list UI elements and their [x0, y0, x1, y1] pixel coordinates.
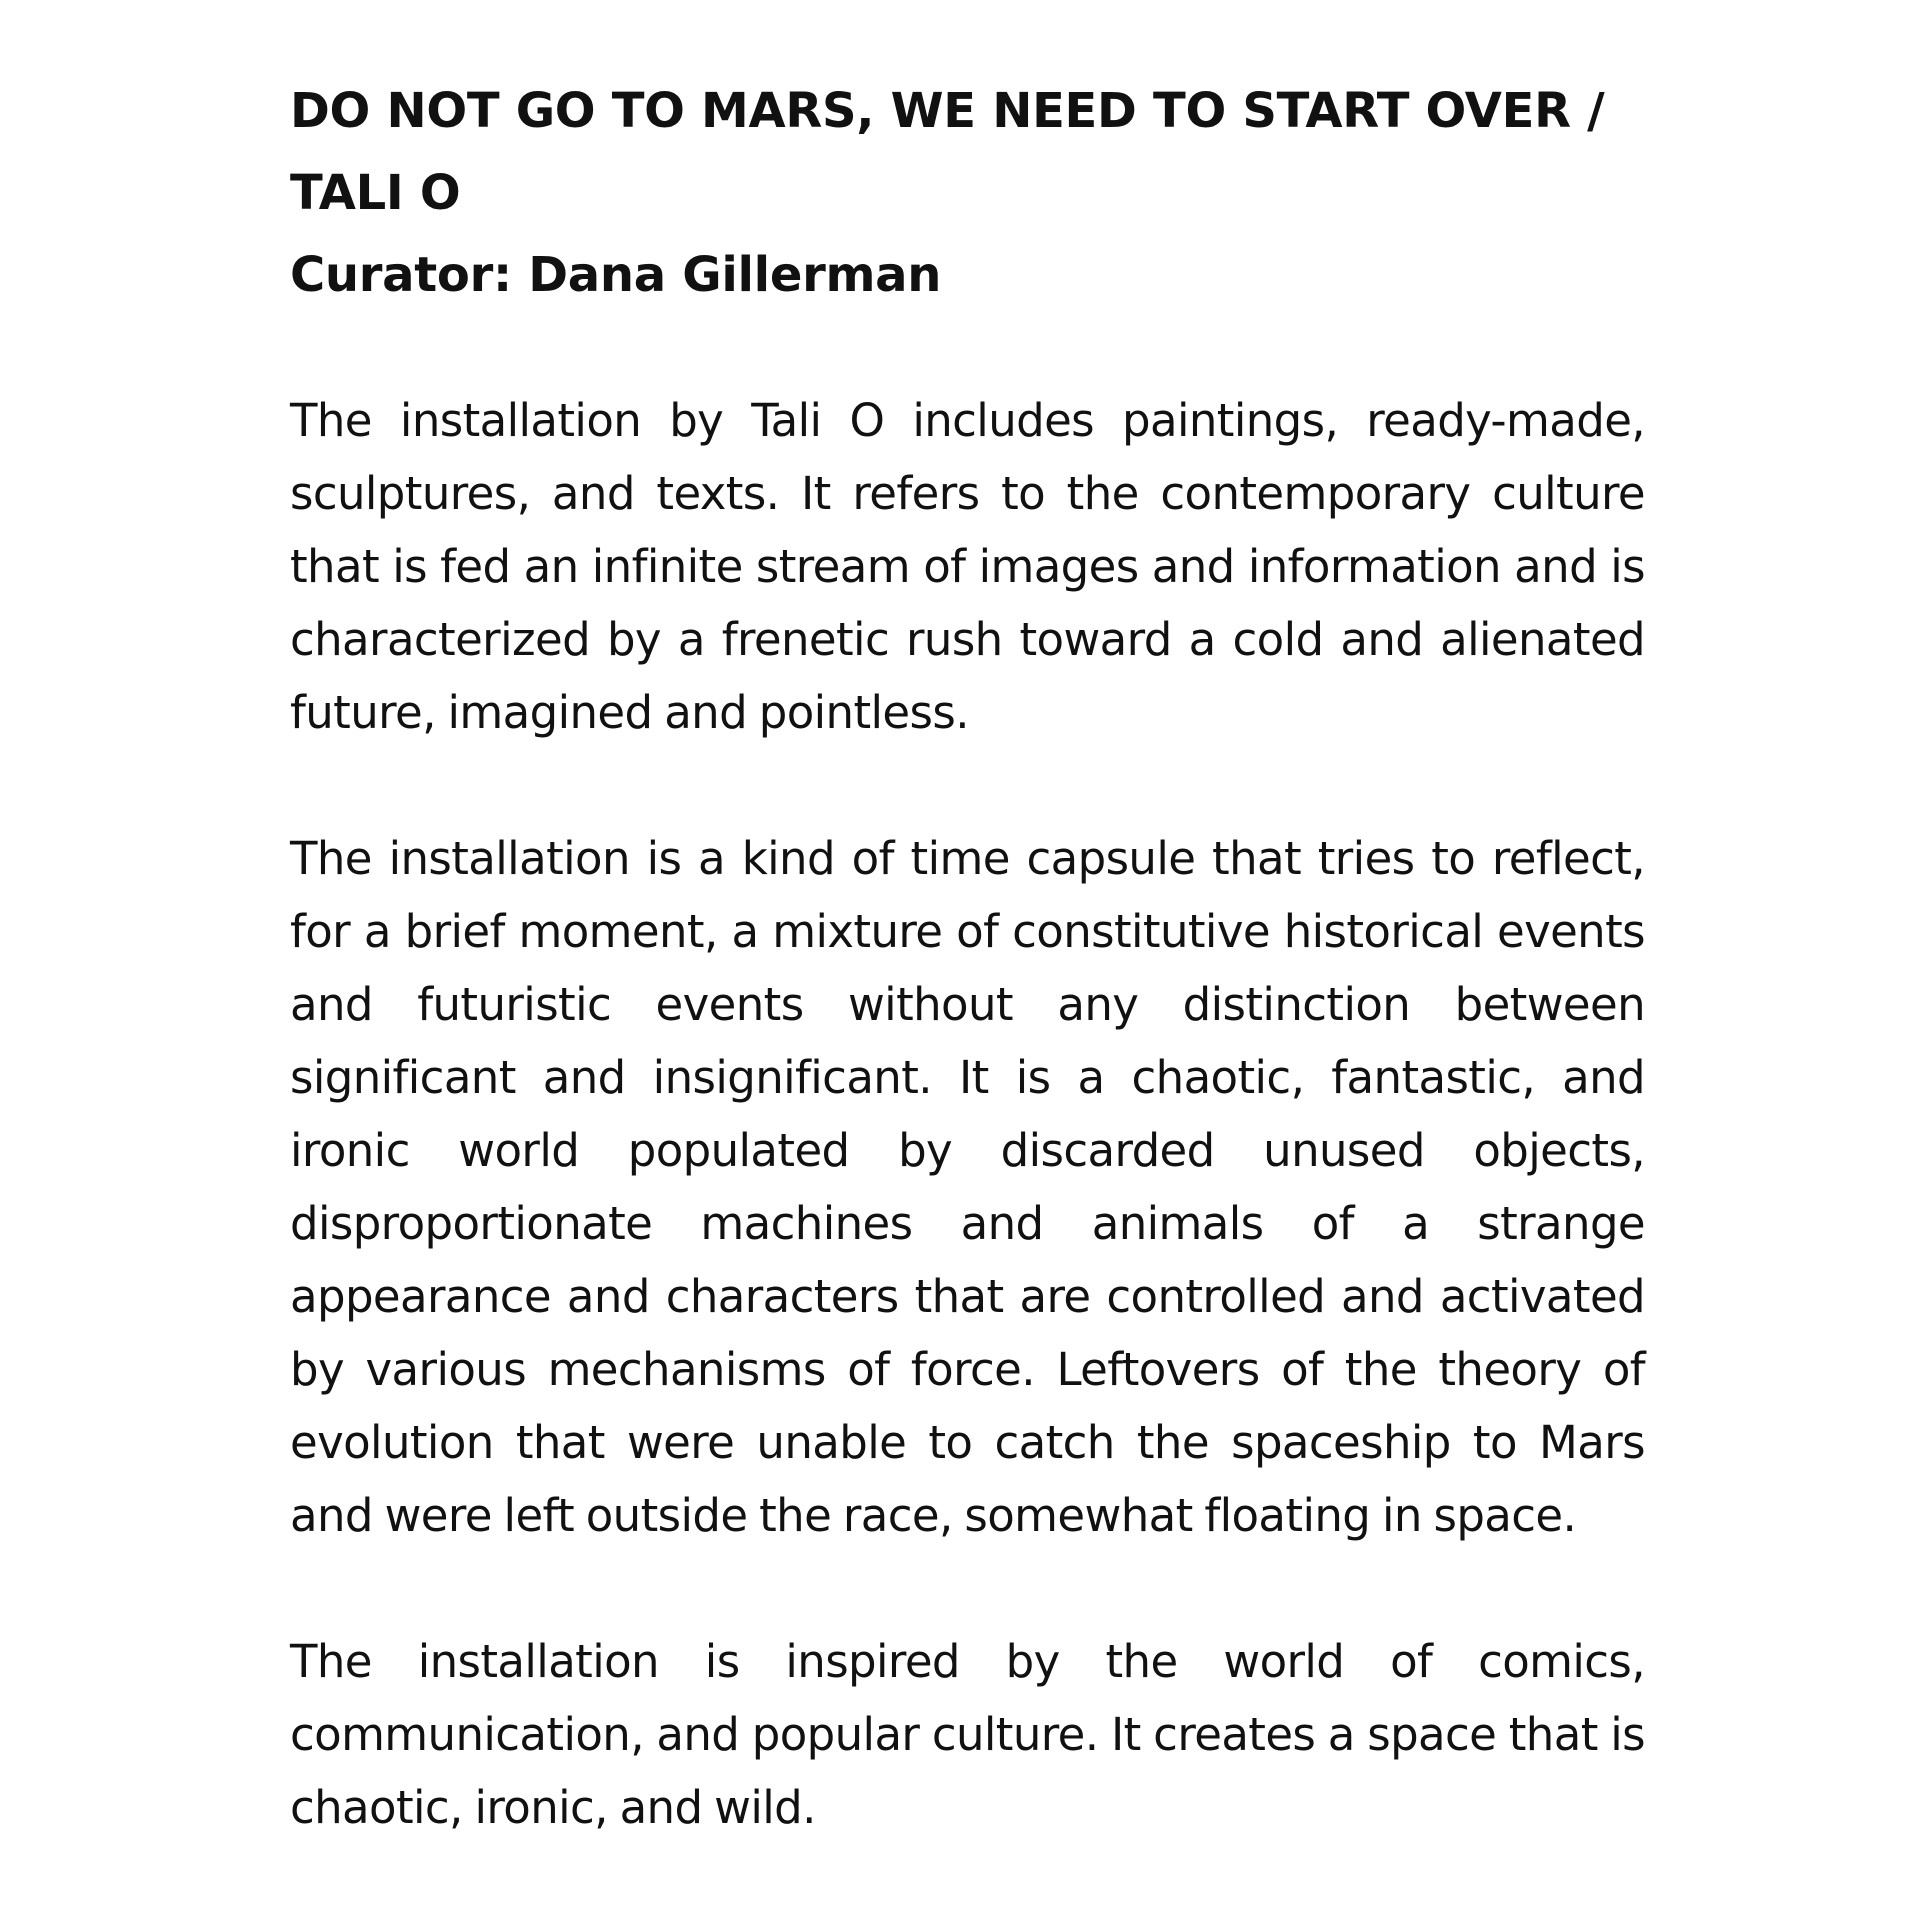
exhibition-title-line-2: TALI O: [290, 165, 461, 221]
paragraph-3: The installation is inspired by the world of comics, communication, and popular culture. It creates a space that is chaotic, ironic, and wild.: [290, 1635, 1645, 1834]
document-heading: [290, 70, 1645, 316]
paragraph-2: The installation is a kind of time capsule that tries to reflect, for a brief moment, a mixture of constitutive historical events and futuristic events without any distinction between significant and insignificant. It is a chaotic, fantastic, and ironic world populated by discarded unused objects, disproportionate machines and animals of a strange appearance and characters that are controlled and activated by various mechanisms of force. Leftovers of the theory of evolution that were unable to catch the spaceship to Mars and were left outside the race, somewhat floating in space.: [290, 832, 1645, 1542]
curator-credit: Curator: Dana Gillerman: [290, 247, 942, 303]
description-body: [290, 384, 1645, 1844]
document-page: [290, 70, 1645, 1844]
paragraph-1: The installation by Tali O includes paintings, ready-made, sculptures, and texts. It refers to the contemporary culture that is fed an infinite stream of images and information and is characterized by a frenetic rush toward a cold and alienated future, imagined and pointless.: [290, 394, 1645, 739]
exhibition-title-line-1: DO NOT GO TO MARS, WE NEED TO START OVER /: [290, 83, 1605, 139]
